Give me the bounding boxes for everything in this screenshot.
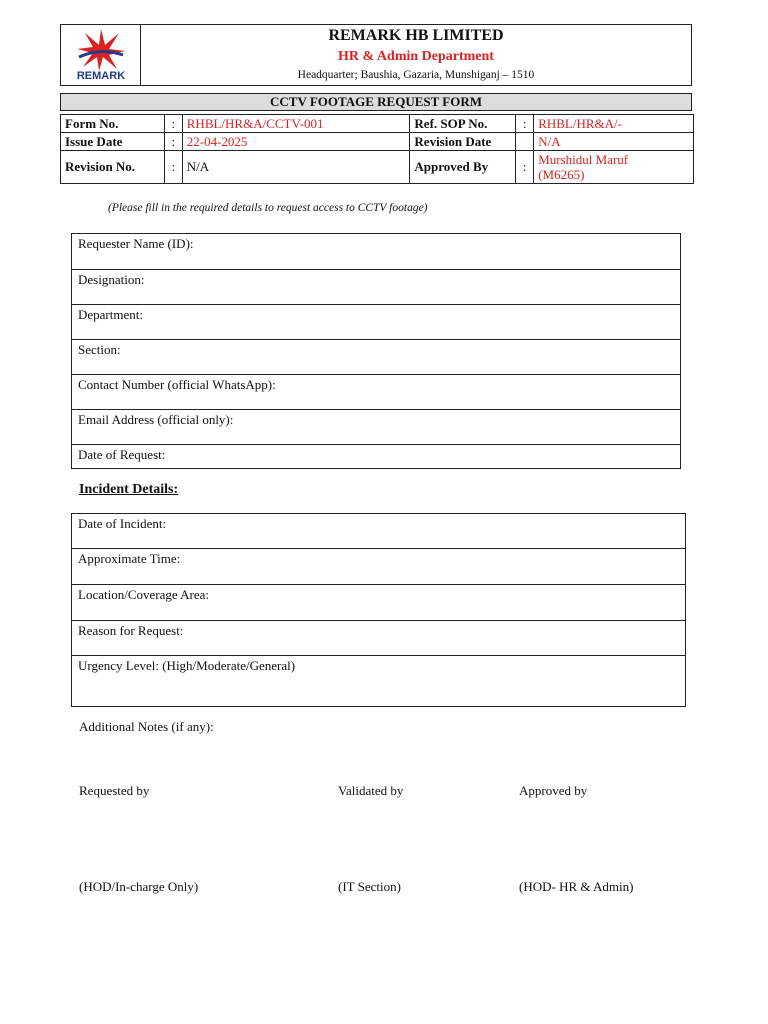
approved-by-label: Approved By xyxy=(410,151,516,184)
validated-by-role: (IT Section) xyxy=(338,879,401,894)
colon: : xyxy=(164,151,182,184)
designation-field[interactable]: Designation: xyxy=(72,270,681,305)
approved-by-value xyxy=(534,151,694,184)
approved-by-role: (HOD- HR & Admin) xyxy=(519,879,634,894)
validated-by-label: Validated by xyxy=(338,783,404,798)
revision-no-label: Revision No. xyxy=(61,151,165,184)
document-header xyxy=(60,24,692,86)
requester-name-field[interactable]: Requester Name (ID): xyxy=(72,234,681,270)
requested-by-role: (HOD/In-charge Only) xyxy=(79,879,199,894)
urgency-level-field[interactable]: Urgency Level: (High/Moderate/General) xyxy=(72,656,686,707)
colon: : xyxy=(516,115,534,133)
remark-logo-icon xyxy=(61,25,141,85)
ref-sop-label: Ref. SOP No. xyxy=(410,115,516,133)
approved-by-id: (M6265) xyxy=(538,167,585,182)
colon-empty xyxy=(516,133,534,151)
form-title: CCTV FOOTAGE REQUEST FORM xyxy=(60,93,692,111)
department-field[interactable]: Department: xyxy=(72,305,681,340)
colon: : xyxy=(164,115,182,133)
location-field[interactable]: Location/Coverage Area: xyxy=(72,585,686,621)
approved-by-signature-label: Approved by xyxy=(519,783,588,798)
revision-no-value: N/A xyxy=(182,151,410,184)
company-logo xyxy=(61,25,141,85)
form-no-label: Form No. xyxy=(61,115,165,133)
ref-sop-value: RHBL/HR&A/- xyxy=(534,115,694,133)
incident-details-table xyxy=(71,513,686,707)
reason-field[interactable]: Reason for Request: xyxy=(72,621,686,656)
revision-date-value: N/A xyxy=(534,133,694,151)
requested-by-label: Requested by xyxy=(79,783,150,798)
colon: : xyxy=(516,151,534,184)
department-name: HR & Admin Department xyxy=(338,49,494,64)
email-address-field[interactable]: Email Address (official only): xyxy=(72,410,681,445)
approved-by-name: Murshidul Maruf xyxy=(538,152,629,167)
company-name: REMARK HB LIMITED xyxy=(328,27,504,44)
date-of-request-field[interactable]: Date of Request: xyxy=(72,445,681,469)
logo-wordmark: REMARK xyxy=(76,70,126,82)
section-field[interactable]: Section: xyxy=(72,340,681,375)
approximate-time-field[interactable]: Approximate Time: xyxy=(72,549,686,585)
contact-number-field[interactable]: Contact Number (official WhatsApp): xyxy=(72,375,681,410)
form-meta-table xyxy=(60,114,694,184)
requester-details-table xyxy=(71,233,681,469)
form-no-value: RHBL/HR&A/CCTV-001 xyxy=(182,115,410,133)
issue-date-value: 22-04-2025 xyxy=(182,133,410,151)
headquarter-address: Headquarter; Baushia, Gazaria, Munshiganj – 1510 xyxy=(297,69,535,81)
additional-notes-label: Additional Notes (if any): xyxy=(79,719,214,734)
incident-details-heading: Incident Details: xyxy=(79,482,179,497)
issue-date-label: Issue Date xyxy=(61,133,165,151)
date-of-incident-field[interactable]: Date of Incident: xyxy=(72,514,686,549)
instruction-text: (Please fill in the required details to request access to CCTV footage) xyxy=(108,202,428,214)
revision-date-label: Revision Date xyxy=(410,133,516,151)
colon: : xyxy=(164,133,182,151)
